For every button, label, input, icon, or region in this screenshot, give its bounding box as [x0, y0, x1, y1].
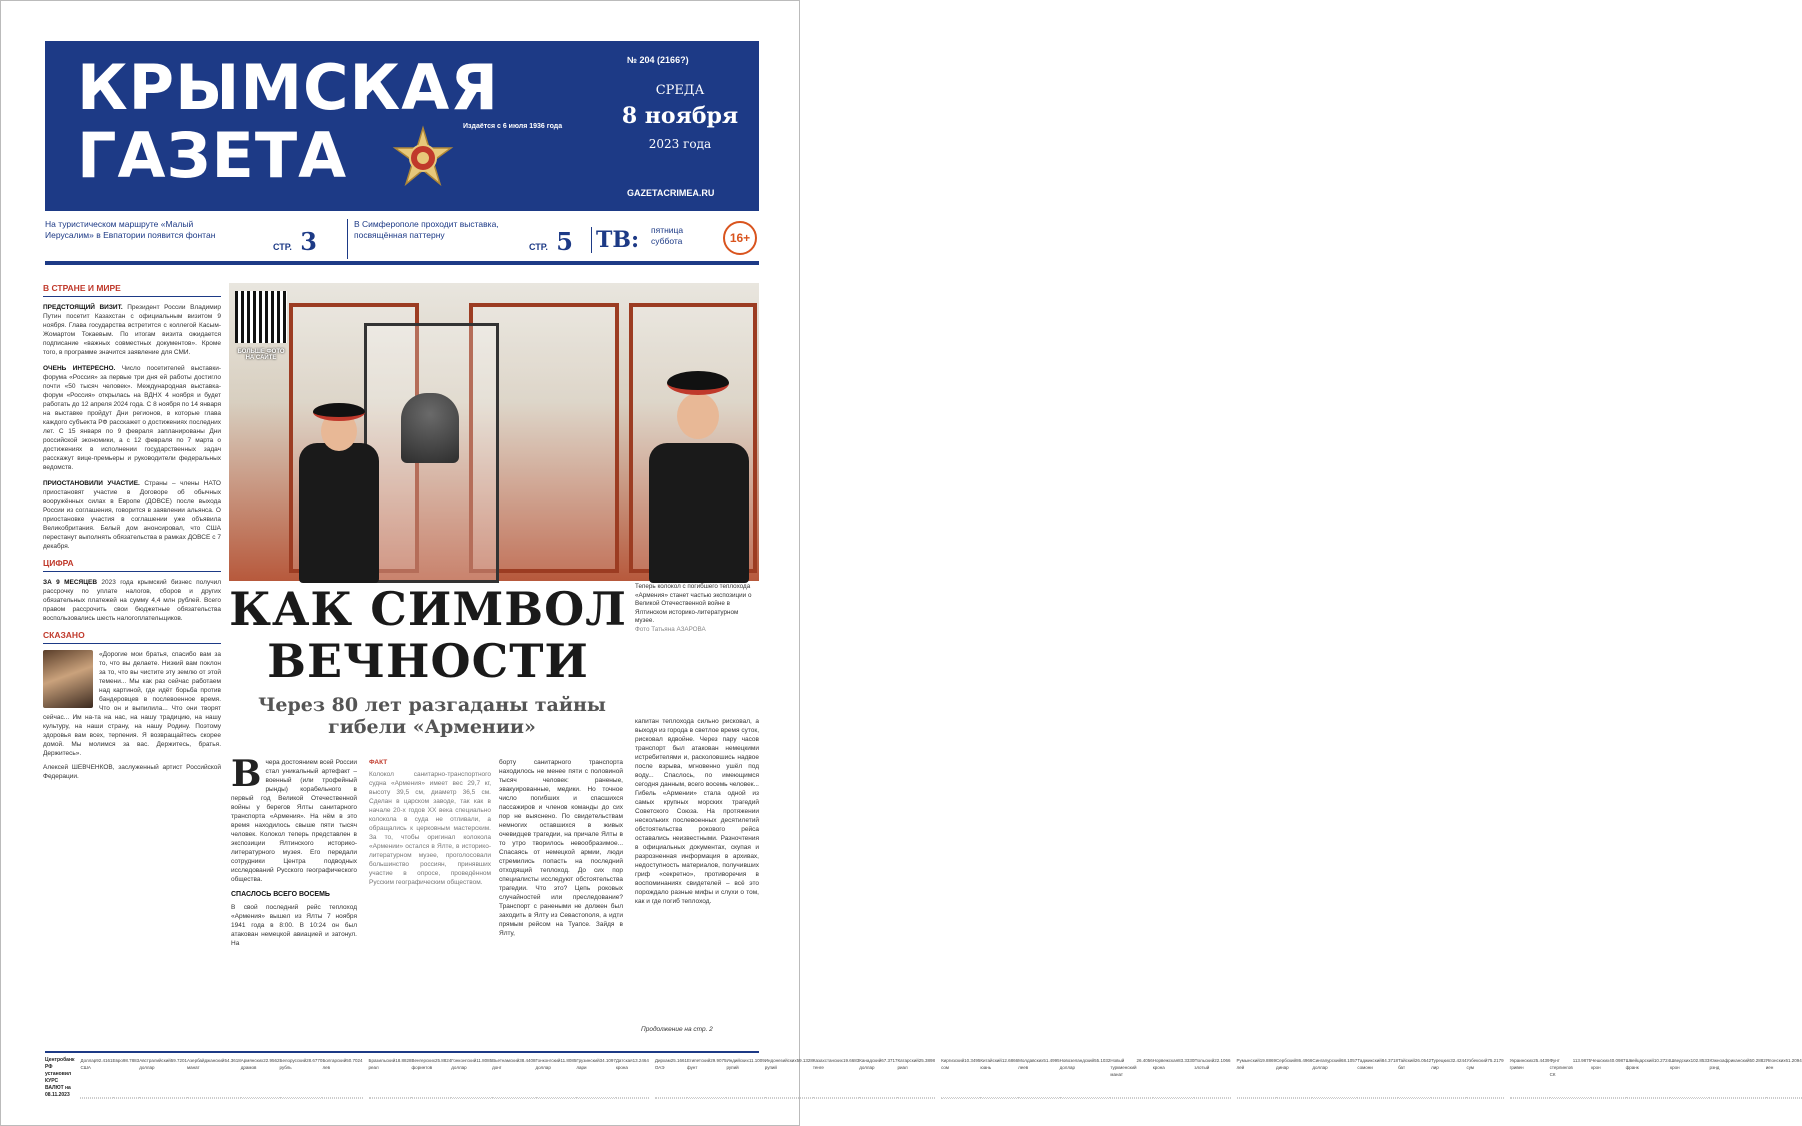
fact-label: ФАКТ: [369, 759, 388, 766]
currency-name: Грузинский лари: [576, 1058, 600, 1070]
currency-rate: 25.4439: [1533, 1058, 1550, 1063]
currency-rate: 50.2882: [1749, 1058, 1766, 1063]
rates-column: [369, 1057, 649, 1099]
rate-row: [1312, 1057, 1357, 1098]
brief-forum: ОЧЕНЬ ИНТЕРЕСНО. Число посетителей выставки-форума «Россия» за первые три дня ей работы достигло почти «50 тысяч человек». Международная выставка-форум «Россия» открылась на ВДНХ 4 ноября и будет работать до 12 апреля 2024 года. С 8 ноября по 14 января на выставке пройдут Дни регионов, в которые глава каждого субъекта РФ расскажет о достижениях последних лет. С 15 января по 9 февраля запланированы Дни российской экономики, а с 12 февраля по 7 марта о достижениях в исполнении государственных задач расскажут вице-премьеры и руководители федеральных ведомств.: [43, 365, 221, 471]
currency-name: Бразильский реал: [368, 1058, 396, 1070]
currency-name: Новозеландский доллар: [1059, 1058, 1095, 1070]
article-subheadline: Через 80 лет разгаданы тайны гибели «Армении»: [258, 694, 606, 738]
article-column-1: Вчера достоянием всей России стал уникальный артефакт – военный (или трофейный рынды) корабельного в первый год Великой Отечественной войны у берегов Ялты санитарного транспорта «Армения». На нём в это время находилось свыше пяти тысяч человек. Колокол теперь представлен в экспозиции Ялтинского историко-литературного музея. Его передали сотрудники Центра подводных исследований Русского географического общества. СПАСЛОСЬ ВСЕГО ВОСЕМЬ В свой последний рейс теплоход «Армения» вышел из Ялты 7 ноября 1941 года в 8:00. В 10:24 он был атакован немецкой авиацией и затонул. На: [231, 753, 357, 947]
cadet-right-face: [677, 393, 719, 439]
cadet-right: [649, 443, 749, 583]
quote-author: Алексей ШЕВЧЕНКОВ, заслуженный артист Российской Федерации.: [43, 764, 221, 780]
rate-row: [1237, 1057, 1277, 1098]
currency-rate: 50.7024: [346, 1058, 363, 1063]
issue-number: № 204 (2166?): [627, 55, 689, 65]
qr-code[interactable]: [235, 291, 287, 343]
currency-name: Гонконгский доллар: [451, 1058, 477, 1070]
currency-rate: 59.1328: [796, 1058, 813, 1063]
rate-row: [813, 1057, 859, 1098]
currency-name: Чешских крон: [1591, 1058, 1610, 1070]
currency-name: Индийских рупий: [726, 1058, 749, 1070]
tv-days: пятница суббота: [651, 225, 684, 246]
rate-row: [1276, 1057, 1312, 1098]
rate-row: [411, 1057, 451, 1098]
rate-row: [1153, 1057, 1195, 1098]
currency-name: Белорусский рубль: [279, 1058, 307, 1070]
currency-name: Сингапурский доллар: [1312, 1058, 1342, 1070]
rate-row: [1018, 1057, 1060, 1098]
newspaper-title-line2: ГАЗЕТА: [77, 119, 348, 192]
teaser-exhibition[interactable]: В Симферополе проходит выставка, посвящённая паттерну: [347, 219, 527, 259]
photo-credit: Фото Татьяна АЗАРОВА: [635, 625, 706, 633]
rate-row: [980, 1057, 1018, 1098]
currency-name: Казахстанских тенге: [812, 1058, 843, 1070]
currency-name: Фунт стерлингов СК: [1549, 1058, 1573, 1077]
rate-row: [1591, 1057, 1625, 1098]
rate-row: [1766, 1057, 1802, 1098]
rates-column: [1237, 1057, 1504, 1099]
age-rating-badge: 16+: [723, 221, 757, 255]
cadet-left-cap: [313, 403, 365, 421]
currency-name: Евро: [112, 1058, 123, 1063]
rate-row: [859, 1057, 897, 1098]
photo-caption: Теперь колокол с погибшего теплохода «Армения» станет частью экспозиции о Великой Отечественной войне в Ялтинском историко-литературном музее. Фото Татьяна АЗАРОВА: [635, 583, 752, 633]
currency-rate: 51.4995: [1043, 1058, 1060, 1063]
currency-rate: 67.3717: [881, 1058, 898, 1063]
issue-date: 8 ноября: [621, 103, 739, 129]
rate-row: [655, 1057, 687, 1098]
currency-name: Шведских крон: [1670, 1058, 1691, 1070]
rate-row: [765, 1057, 813, 1098]
established-note: Издаётся с 6 июля 1936 года: [463, 123, 563, 130]
currency-rate: 22.1066: [1214, 1058, 1231, 1063]
rate-row: [451, 1057, 492, 1098]
rate-row: [492, 1057, 535, 1098]
drop-cap: В: [231, 753, 262, 795]
rate-row: [80, 1057, 112, 1098]
header-divider: [45, 261, 759, 265]
currency-name: Болгарский лев: [322, 1058, 347, 1070]
rate-row: [726, 1057, 764, 1098]
article-headline: КАК СИМВОЛ ВЕЧНОСТИ: [229, 582, 627, 688]
teaser-exhibition-page[interactable]: СТР. 5: [529, 227, 573, 256]
currency-rate: 54.3618: [224, 1058, 241, 1063]
section-said: СКАЗАНО: [43, 630, 221, 644]
rate-row: [139, 1057, 187, 1098]
currency-name: Тайский бат: [1398, 1058, 1415, 1070]
currency-rate: 19.8869: [1259, 1058, 1277, 1063]
currency-name: Норвежская крона: [1152, 1058, 1179, 1070]
rate-row: [369, 1057, 412, 1098]
currency-rate: 84.3718: [1381, 1058, 1399, 1063]
currency-rate: 11.8085: [476, 1058, 493, 1063]
rate-row: [1626, 1057, 1671, 1098]
currency-name: Украинских гривен: [1509, 1058, 1534, 1070]
rate-row: [280, 1057, 323, 1098]
newspaper-title-line1: КРЫМСКАЯ: [77, 51, 499, 124]
currency-rate: 25.3898: [918, 1058, 936, 1063]
currency-name: Новый туркменский манат: [1110, 1058, 1137, 1077]
rate-row: [187, 1057, 241, 1098]
section-figure: ЦИФРА: [43, 558, 221, 572]
cadet-left: [299, 443, 379, 583]
rate-row: [536, 1057, 577, 1098]
currency-name: Вьетнамский донг: [492, 1058, 520, 1070]
rate-row: [687, 1057, 726, 1098]
currency-name: Катарский риал: [897, 1058, 919, 1070]
currency-name: Венгерских форинтов: [411, 1058, 436, 1070]
brief-visit: ПРЕДСТОЯЩИЙ ВИЗИТ. Президент России Владимир Путин посетит Казахстан с официальным визитом 9 ноября. Глава государства встретится с коллегой Касым-Жомартом Токаевым. По итогам визита ожидается подписание «важных совместных документов». Кроме того, в программе значится заявление для СМИ.: [43, 304, 221, 356]
currency-name: Армянских драмов: [240, 1058, 264, 1070]
currency-rate: 26.0542: [1414, 1058, 1432, 1063]
currency-name: Австралийский доллар: [139, 1058, 171, 1070]
currency-name: Доллар США: [80, 1058, 97, 1070]
bell-icon: [401, 393, 459, 463]
rate-row: [941, 1057, 980, 1098]
rate-row: [113, 1057, 140, 1098]
currency-rate: 61.2094: [1785, 1058, 1802, 1063]
main-photo[interactable]: [229, 283, 759, 581]
currency-rate: 34.1097: [599, 1058, 616, 1063]
currency-rate: 22.9562: [263, 1058, 280, 1063]
currency-name: Узбекский сум: [1466, 1058, 1488, 1070]
currency-name: Индонезийских рупий: [764, 1058, 797, 1070]
masthead: [45, 41, 759, 211]
currency-name: Датская крона: [615, 1058, 633, 1070]
article-subheading: СПАСЛОСЬ ВСЕГО ВОСЕМЬ: [231, 891, 330, 898]
currency-rate: 113.9875: [1572, 1058, 1592, 1063]
currency-rate: 10.2724: [1653, 1058, 1671, 1063]
currency-name: Южноафриканский рэнд: [1709, 1058, 1750, 1070]
currency-rate: 18.8828: [395, 1058, 412, 1063]
currency-rate: 11.1009: [748, 1058, 765, 1063]
qr-caption: БОЛЬШЕ ФОТО НА САЙТЕ: [237, 349, 285, 361]
rate-row: [1194, 1057, 1230, 1098]
currency-rate: 12.6866: [1001, 1058, 1019, 1063]
rates-column: [1510, 1057, 1802, 1099]
currency-rate: 11.8085: [560, 1058, 577, 1063]
rate-row: [897, 1057, 935, 1098]
article-column-4: капитан теплохода сильно рисковал, а выходя из города в светлое время суток, рисковал вдвойне. Через пару часов транспорт был атакован немецкими истребителями и, расколовшись надвое после взрыва, мгновенно ушёл под воду... Спаслось, по имеющимся сегодня данным, всего восемь человек... Гибель «Армении» стала одной из самых крупных морских трагедий Советского Союза. На протяжении нескольких послевоенных десятилетий обстоятельства рокового рейса оставались неизвестными. Разночтения в официальных документах, скупая и разрозненная информация в архивах, недоступность материалов, получивших гриф «секретно», противоречия в воспоминаниях свидетелей – всё это порождало разные мифы и слухи о том, как и где погиб теплоход.: [635, 718, 759, 905]
teaser-fountain[interactable]: На туристическом маршруте «Малый Иерусалим» в Евпатории появится фонтан: [45, 219, 216, 240]
currency-name: Польский злотый: [1194, 1058, 1215, 1070]
currency-name: Турецких лир: [1431, 1058, 1451, 1070]
rates-column: [655, 1057, 935, 1099]
currency-rate: 25.1661: [670, 1058, 687, 1063]
currency-name: Молдавских леев: [1018, 1058, 1044, 1070]
issue-year: 2023 года: [648, 137, 712, 151]
rate-row: [1398, 1057, 1431, 1098]
currency-name: Канадский доллар: [859, 1058, 882, 1070]
rate-row: [1510, 1057, 1550, 1098]
rate-row: [1110, 1057, 1152, 1098]
currency-rate: 10.3495: [964, 1058, 981, 1063]
article-column-3: борту санитарного транспорта находилось не менее пяти с половиной тысяч человек: раненые, эвакуированные, медики. Но точное число погибших и спасшихся пассажиров и членов команды до сих пор не выяснено. По свидетельствам немногих оставшихся в живых очевидцев трагедии, на причале Ялты в то утро творилось невообразимое... Спасаясь от немецкой армии, люди стремились попасть на последний отходящий теплоход. До сих пор специалисты исследуют обстоятельства трагедии. Что это? Цепь роковых случайностей или преследование? Транспорт с ранеными не должен был заходить в Ялту из Севастополя, а идти прямым рейсом на Туапсе. Зайдя в Ялту,: [499, 759, 623, 937]
currency-rate: 19.6683: [842, 1058, 860, 1063]
teaser-fountain-page[interactable]: СТР. 3: [273, 227, 317, 256]
news-sidebar: [43, 283, 221, 781]
rate-row: [1550, 1057, 1592, 1098]
currency-rate: 32.4244: [1450, 1058, 1467, 1063]
currency-rate: 59.7201: [170, 1058, 188, 1063]
rate-row: [1060, 1057, 1111, 1098]
tv-label[interactable]: ТВ:: [591, 227, 639, 253]
currency-rate: 86.4966: [1296, 1058, 1313, 1063]
rate-row: [1466, 1057, 1503, 1098]
rate-row: [1357, 1057, 1398, 1098]
currency-name: Азербайджанский манат: [187, 1058, 225, 1070]
currency-name: Румынский лей: [1236, 1058, 1260, 1070]
website-link[interactable]: GAZETACRIMEA.RU: [627, 188, 715, 198]
currency-rate: 38.4408: [519, 1058, 536, 1063]
cadet-right-cap: [667, 371, 729, 395]
rates-columns: [80, 1057, 1801, 1099]
continued-note[interactable]: Продолжение на стр. 2: [641, 1026, 713, 1033]
currency-name: Дирхам ОАЭ: [654, 1058, 671, 1070]
rates-column: [80, 1057, 362, 1099]
rate-row: [576, 1057, 615, 1098]
fact-box: ФАКТ Колокол санитарно-транспортного судна «Армения» имеет вес 29,7 кг, высоту 39,5 см, диаметр 36,5 см. Сделан в царском заводе, так как в начале 20-х годов XX века специально колокола в суда не отливали, а обращались к церковным мастерским. За то, чтобы оригинал колокола «Армении» остался в Ялте, в историко-литературном музее, проголосовали большинство россиян, принявших участие в опросе, проведённом Русским географическим обществом.: [369, 759, 491, 886]
author-portrait: [43, 650, 93, 708]
section-country-world: В СТРАНЕ И МИРЕ: [43, 283, 221, 297]
rate-row: [616, 1057, 649, 1098]
currency-name: Киргизский сом: [941, 1058, 965, 1070]
currency-name: Сербский динар: [1276, 1058, 1297, 1070]
currency-name: Таджикский сомони: [1357, 1058, 1382, 1070]
currency-rate: 92.4161: [96, 1058, 113, 1063]
currency-rate: 98.7883: [122, 1058, 140, 1063]
rate-row: [1431, 1057, 1466, 1098]
order-emblem-icon: [391, 126, 455, 190]
rate-row: [241, 1057, 280, 1098]
brief-figure: ЗА 9 МЕСЯЦЕВ 2023 года крымский бизнес получил рассрочку по уплате налогов, сборов и других обязательных платежей на сумму 4,4 млн рублей. Всего правом рассрочить свои бюджетные обязательства воспользовались шесть налогоплательщиков.: [43, 579, 222, 622]
rate-row: [322, 1057, 362, 1098]
currency-rate: 68.1057: [1341, 1058, 1358, 1063]
currency-rate: 28.6770: [306, 1058, 323, 1063]
currency-rate: 25.8824: [435, 1058, 452, 1063]
quote-text: «Дорогие мои братья, спасибо вам за то, что вы делаете. Низкий вам поклон за то, что вы чистите эту землю от этой темени... Мы как раз сейчас работаем над картиной, где идёт борьба против бандеровцев в послевоенное время. Что он и выпилила... Что они творят сейчас... Им на-та на нас, на нашу традицию, на нашу культуру, на наши страну, на нашу Родину. Поэтому здоровья вам всех, терпения. Я возвращайтесь скорее домой. Мы молимся за вас. Держитесь, братья. Держитесь».: [43, 651, 221, 757]
currency-rate: 29.9075: [710, 1058, 727, 1063]
currency-name: Японских иен: [1765, 1058, 1786, 1070]
rates-column: [941, 1057, 1230, 1099]
weekday: СРЕДА: [655, 83, 705, 98]
currency-rate: 40.0987: [1609, 1058, 1626, 1063]
currency-rate: 26.4056: [1136, 1058, 1153, 1063]
currency-name: Китайский юань: [980, 1058, 1002, 1070]
currency-rate: 83.3330: [1178, 1058, 1195, 1063]
currency-rate: 75.2179: [1487, 1058, 1504, 1063]
currency-name: Гонконгский доллар: [535, 1058, 561, 1070]
rates-header: Центробанк РФ установил КУРС ВАЛЮТ на 08.11.2023: [45, 1057, 75, 1098]
currency-rates: [45, 1051, 1802, 1099]
currency-name: Швейцарский франк: [1625, 1058, 1654, 1070]
currency-rate: 55.1032: [1094, 1058, 1111, 1063]
currency-rate: 102.8533: [1690, 1058, 1710, 1063]
currency-name: Египетский фунт: [686, 1058, 711, 1070]
brief-nato: ПРИОСТАНОВИЛИ УЧАСТИЕ. Страны – члены НАТО приостановят участие в Договоре об обычных вооружённых силах в Европе (ДОВСЕ) после выхода России из соглашения, говорится в заявлении альянса. О приостановке участия в соглашении уже объявила Великобритания. Белый дом анонсировал, что США перестанут выполнять обязательства в рамках ДОВСЕ с 7 декабря.: [43, 480, 221, 550]
rate-row: [1670, 1057, 1709, 1098]
currency-rate: 13.2464: [632, 1058, 649, 1063]
rate-row: [1709, 1057, 1765, 1098]
